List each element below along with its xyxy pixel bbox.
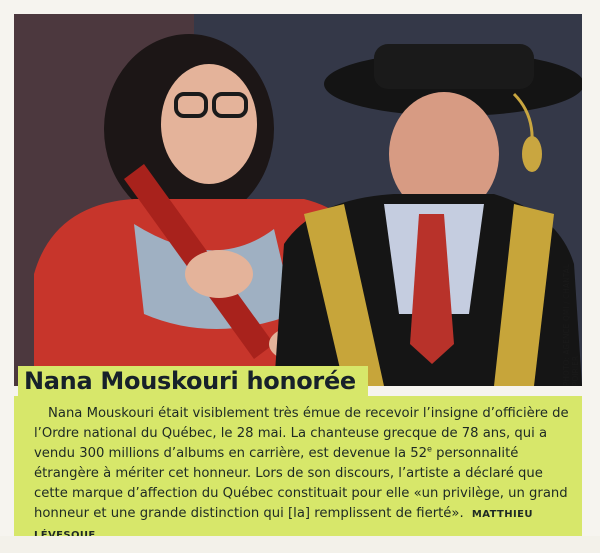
article-photo [14, 14, 582, 386]
ordinal-superscript: e [427, 444, 432, 454]
article-headline: Nana Mouskouri honorée [24, 367, 356, 395]
photo-illustration [14, 14, 582, 386]
author-byline: MATTHIEU [471, 509, 533, 520]
headline-bar [18, 366, 368, 396]
article-body [34, 404, 570, 546]
article-text-block [14, 396, 582, 536]
page-margin [0, 536, 600, 553]
body-part-1: Nana Mouskouri était visiblement très émue de recevoir l’insigne d’officière de l’Ordre national du Québec, le 28 mai. La chanteuse grecque de 78 ans, qui a vendu 300 millions d’albums en carrière, est devenue la 52 [34, 406, 569, 461]
body-part-2: personnalité étrangère à mériter cet honneur. Lors de son discours, l’artiste a déclaré que cette marque d’affection du Québec constituait pour elle «un privilège, un grand honneur et une grande distinction qui [la] remplissent de fierté». [34, 446, 568, 521]
photo-credit: PHOTO: AGENCE QMI / CHANTAL POIRIER [562, 263, 580, 386]
